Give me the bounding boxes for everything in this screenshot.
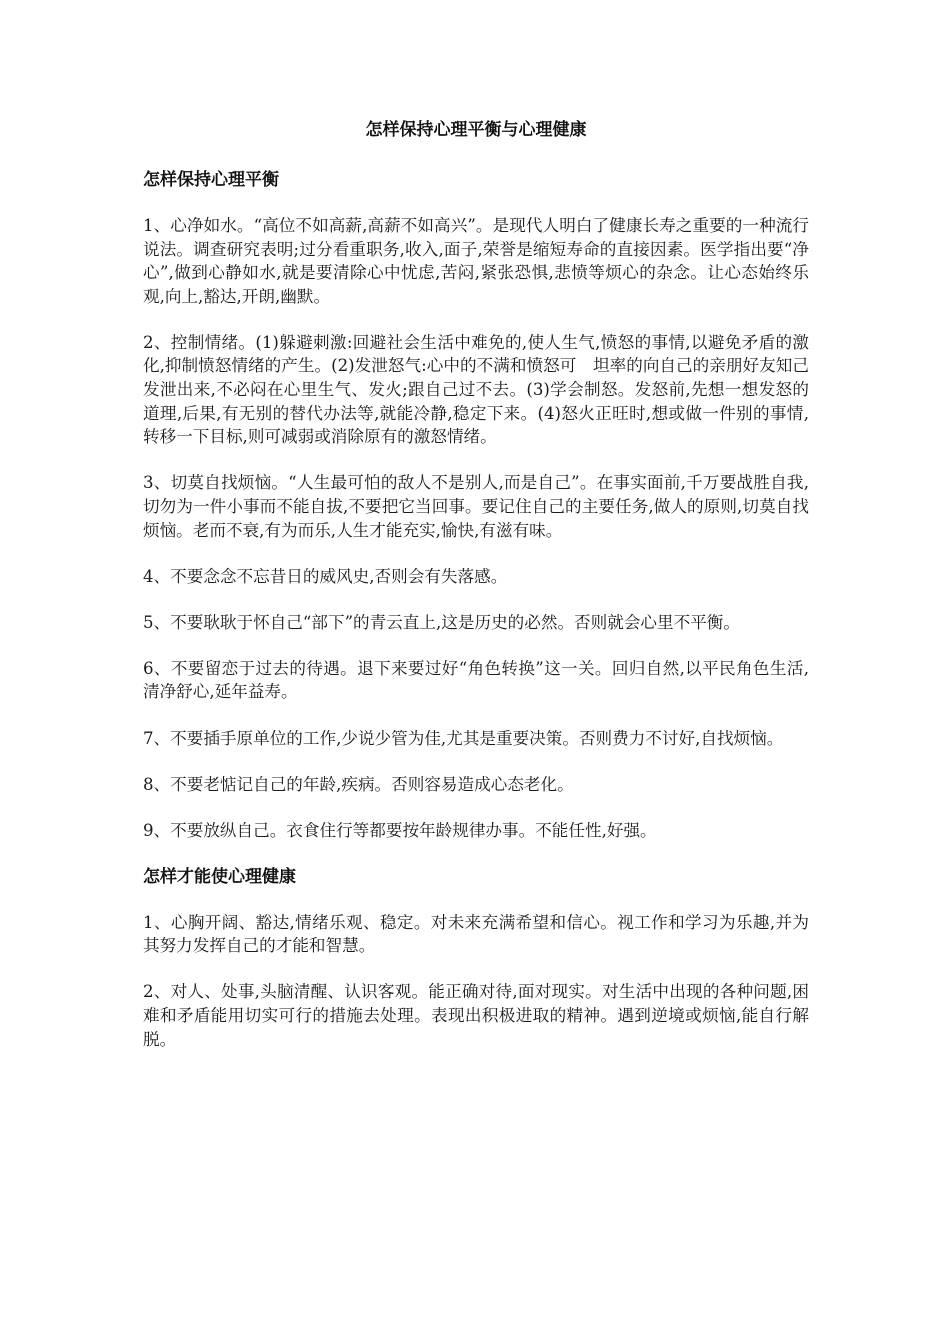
section-heading: 怎样才能使心理健康 [143,866,296,887]
paragraph: 8、不要老惦记自己的年龄,疾病。否则容易造成心态老化。 [143,774,574,794]
section-mental-health [143,865,809,1051]
document-title: 怎样保持心理平衡与心理健康 [365,120,587,140]
section-heading: 怎样保持心理平衡 [143,170,279,190]
document-page [143,118,809,1074]
paragraph: 1、心胸开阔、豁达,情绪乐观、稳定。对未来充满希望和信心。视工作和学习为乐趣,并为其努力发挥自己的才能和智慧。 [143,912,809,956]
paragraph: 3、切莫自找烦恼。“人生最可怕的敌人不是别人,而是自己”。在事实面前,千万要战胜自我,切勿为一件小事而不能自拔,不要把它当回事。要记住自己的主要任务,做人的原则,切莫自找烦恼。老而不衰,有为而乐,人生才能充实,愉快,有滋有味。 [143,473,809,540]
section-mental-balance [143,168,809,842]
paragraph: 4、不要念念不忘昔日的威风史,否则会有失落感。 [143,566,508,586]
paragraph: 2、对人、处事,头脑清醒、认识客观。能正确对待,面对现实。对生活中出现的各种问题,困难和矛盾能用切实可行的措施去处理。表现出积极进取的精神。遇到逆境或烦恼,能自行解脱。 [143,982,809,1049]
paragraph: 5、不要耿耿于怀自己“部下”的青云直上,这是历史的必然。否则就会心里不平衡。 [143,612,740,632]
paragraph: 6、不要留恋于过去的待遇。退下来要过好“角色转换”这一关。回归自然,以平民角色生活,清净舒心,延年益寿。 [143,658,809,702]
paragraph: 7、不要插手原单位的工作,少说少管为佳,尤其是重要决策。否则费力不讨好,自找烦恼。 [143,728,784,748]
paragraph: 1、心净如水。“高位不如高薪,高薪不如高兴”。是现代人明白了健康长寿之重要的一种流行说法。调查研究表明;过分看重职务,收入,面子,荣誉是缩短寿命的直接因素。医学指出要“净心”,做到心静如水,就是要清除心中忧虑,苦闷,紧张恐惧,悲愤等烦心的杂念。让心态始终乐观,向上,豁达,开朗,幽默。 [143,216,809,306]
paragraph: 2、控制情绪。(1)躲避刺激:回避社会生活中难免的,使人生气,愤怒的事情,以避免矛盾的激化,抑制愤怒情绪的产生。(2)发泄怒气:心中的不满和愤怒可 坦率的向自己的亲朋好友知己发泄出来,不必闷在心里生气、发火;跟自己过不去。(3)学会制怒。发怒前,先想一想发怒的道理,后果,有无别的替代办法等,就能冷静,稳定下来。(4)怒火正旺时,想或做一件别的事情,转移一下目标,则可减弱或消除原有的激怒情绪。 [143,332,809,447]
paragraph: 9、不要放纵自己。衣食住行等都要按年龄规律办事。不能任性,好强。 [143,820,657,840]
